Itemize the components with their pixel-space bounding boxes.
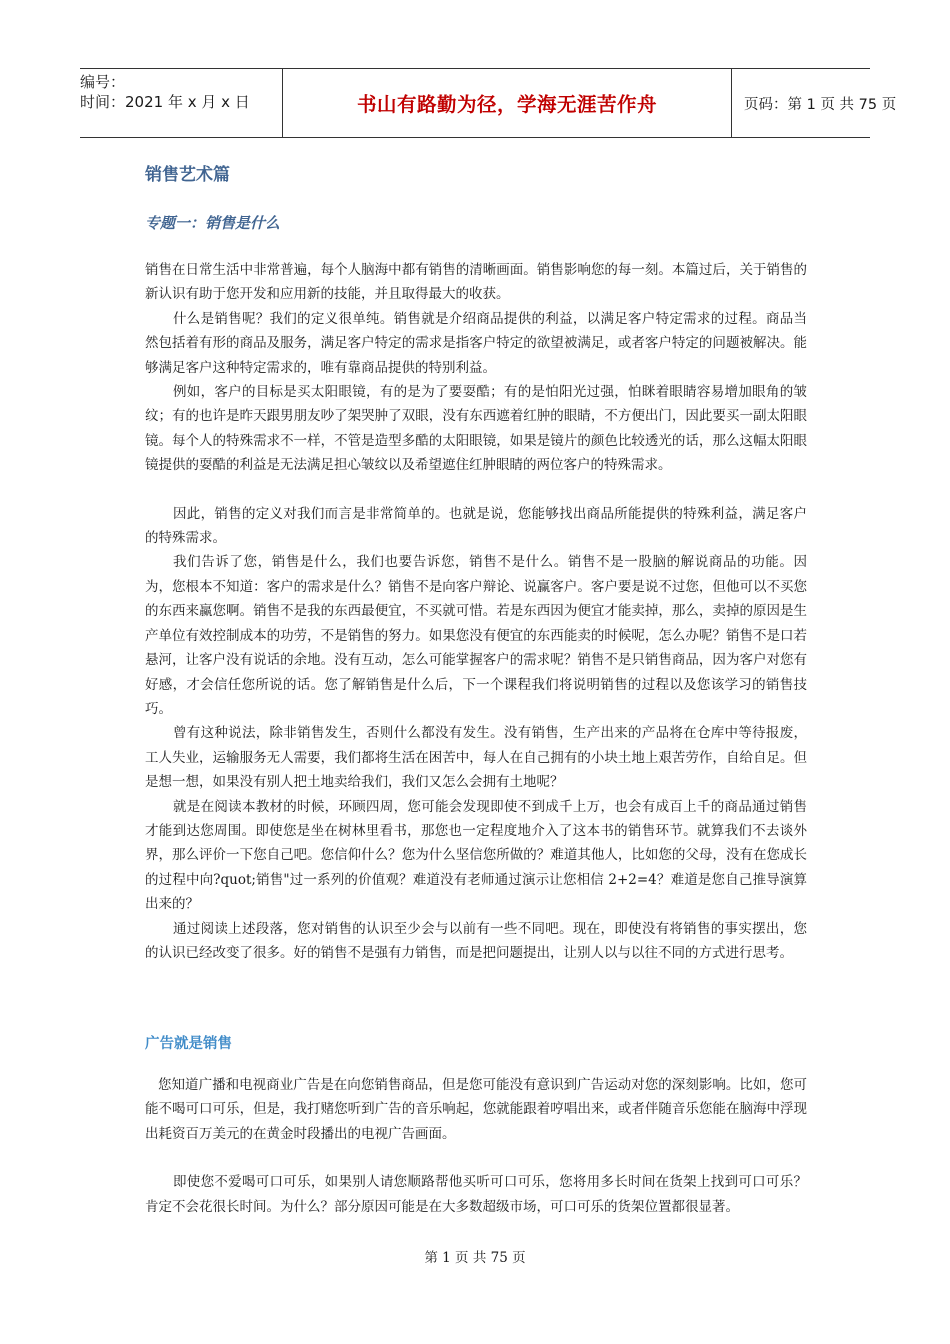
paragraph: 我们告诉了您，销售是什么，我们也要告诉您，销售不是什么。销售不是一股脑的解说商品的功能。因为，您根本不知道：客户的需求是什么？销售不是向客户辩论、说赢客户。客户要是说不过您，但他可以不买您的东西来赢您啊。销售不是我的东西最便宜，不买就可惜。若是东西因为便宜才能卖掉，那么，卖掉的原因是生产单位有效控制成本的功劳，不是销售的努力。如果您没有便宜的东西能卖的时候呢，怎么办呢？销售不是口若悬河，让客户没有说话的余地。没有互动，怎么可能掌握客户的需求呢？销售不是只销售商品，因为客户对您有好感，才会信任您所说的话。您了解销售是什么后，下一个课程我们将说明销售的过程以及您该学习的销售技巧。 — [145, 554, 807, 717]
section-heading: 广告就是销售 — [145, 1036, 232, 1052]
paragraph: 曾有这种说法，除非销售发生，否则什么都没有发生。没有销售，生产出来的产品将在仓库中等待报废，工人失业，运输服务无人需要，我们都将生活在困苦中，每人在自己拥有的小块土地上艰苦劳作，自给自足。但是想一想，如果没有别人把土地卖给我们，我们又怎么会拥有土地呢？ — [145, 725, 807, 791]
paragraph: 就是在阅读本教材的时候，环顾四周，您可能会发现即使不到成千上万，也会有成百上千的商品通过销售才能到达您周围。即使您是坐在树林里看书，那您也一定程度地介入了这本书的销售环节。就算我们不去谈外界，那么评价一下您自己吧。您信仰什么？您为什么坚信您所做的？难道其他人，比如您的父母，没有在您成长的过程中向?quot;销售"过一系列的价值观？难道没有老师通过演示让您相信 2+2=4？难道是您自己推导演算出来的？ — [145, 798, 807, 913]
article-title: 销售艺术篇 — [145, 165, 230, 185]
paragraph: 即使您不爱喝可口可乐，如果别人请您顺路帮他买听可口可乐，您将用多长时间在货架上找到可口可乐？肯定不会花很长时间。为什么？部分原因可能是在大多数超级市场，可口可乐的货架位置都很显著。 — [145, 1174, 807, 1215]
section-body — [145, 1073, 807, 1219]
paragraph: 例如，客户的目标是买太阳眼镜，有的是为了要耍酷；有的是怕阳光过强，怕眯着眼睛容易增加眼角的皱纹；有的也许是昨天跟男朋友吵了架哭肿了双眼，没有东西遮着红肿的眼睛，不方便出门，因此要买一副太阳眼镜。每个人的特殊需求不一样，不管是造型多酷的太阳眼镜，如果是镜片的颜色比较透光的话，那么这幅太阳眼镜提供的耍酷的利益是无法满足担心皱纹以及希望遮住红肿眼睛的两位客户的特殊需求。 — [145, 384, 807, 474]
article-body — [145, 258, 807, 965]
paragraph: 您知道广播和电视商业广告是在向您销售商品，但是您可能没有意识到广告运动对您的深刻影响。比如，您可能不喝可口可乐，但是，我打赌您听到广告的音乐响起，您就能跟着哼唱出来，或者伴随音乐您能在脑海中浮现出耗资百万美元的在黄金时段播出的电视广告画面。 — [145, 1077, 807, 1142]
header-page-info: 页码：第 1 页 共 75 页 — [744, 96, 897, 113]
paragraph: 因此，销售的定义对我们而言是非常简单的。也就是说，您能够找出商品所能提供的特殊利益，满足客户的特殊需求。 — [145, 505, 807, 547]
page-footer: 第 1 页 共 75 页 — [424, 1250, 526, 1266]
paragraph: 通过阅读上述段落，您对销售的认识至少会与以前有一些不同吧。现在，即使没有将销售的事实摆出，您的认识已经改变了很多。好的销售不是强有力销售，而是把问题提出，让别人以与以往不同的方式进行思考。 — [145, 920, 807, 961]
paragraph: 什么是销售呢？我们的定义很单纯。销售就是介绍商品提供的利益，以满足客户特定需求的过程。商品当然包括着有形的商品及服务，满足客户特定的需求是指客户特定的欲望被满足，或者客户特定的问题被解决。能够满足客户这种特定需求的，唯有靠商品提供的特别利益。 — [145, 310, 807, 376]
document-date-label: 时间：2021 年 x 月 x 日 — [80, 93, 250, 111]
topic-heading: 专题一：销售是什么 — [145, 214, 281, 232]
page-header — [80, 68, 897, 138]
header-motto: 书山有路勤为径，学海无涯苦作舟 — [282, 69, 732, 137]
header-meta — [80, 69, 282, 140]
document-number-label: 编号： — [80, 73, 126, 91]
paragraph: 销售在日常生活中非常普遍，每个人脑海中都有销售的清晰画面。销售影响您的每一刻。本篇过后，关于销售的新认识有助于您开发和应用新的技能，并且取得最大的收获。 — [145, 262, 807, 303]
